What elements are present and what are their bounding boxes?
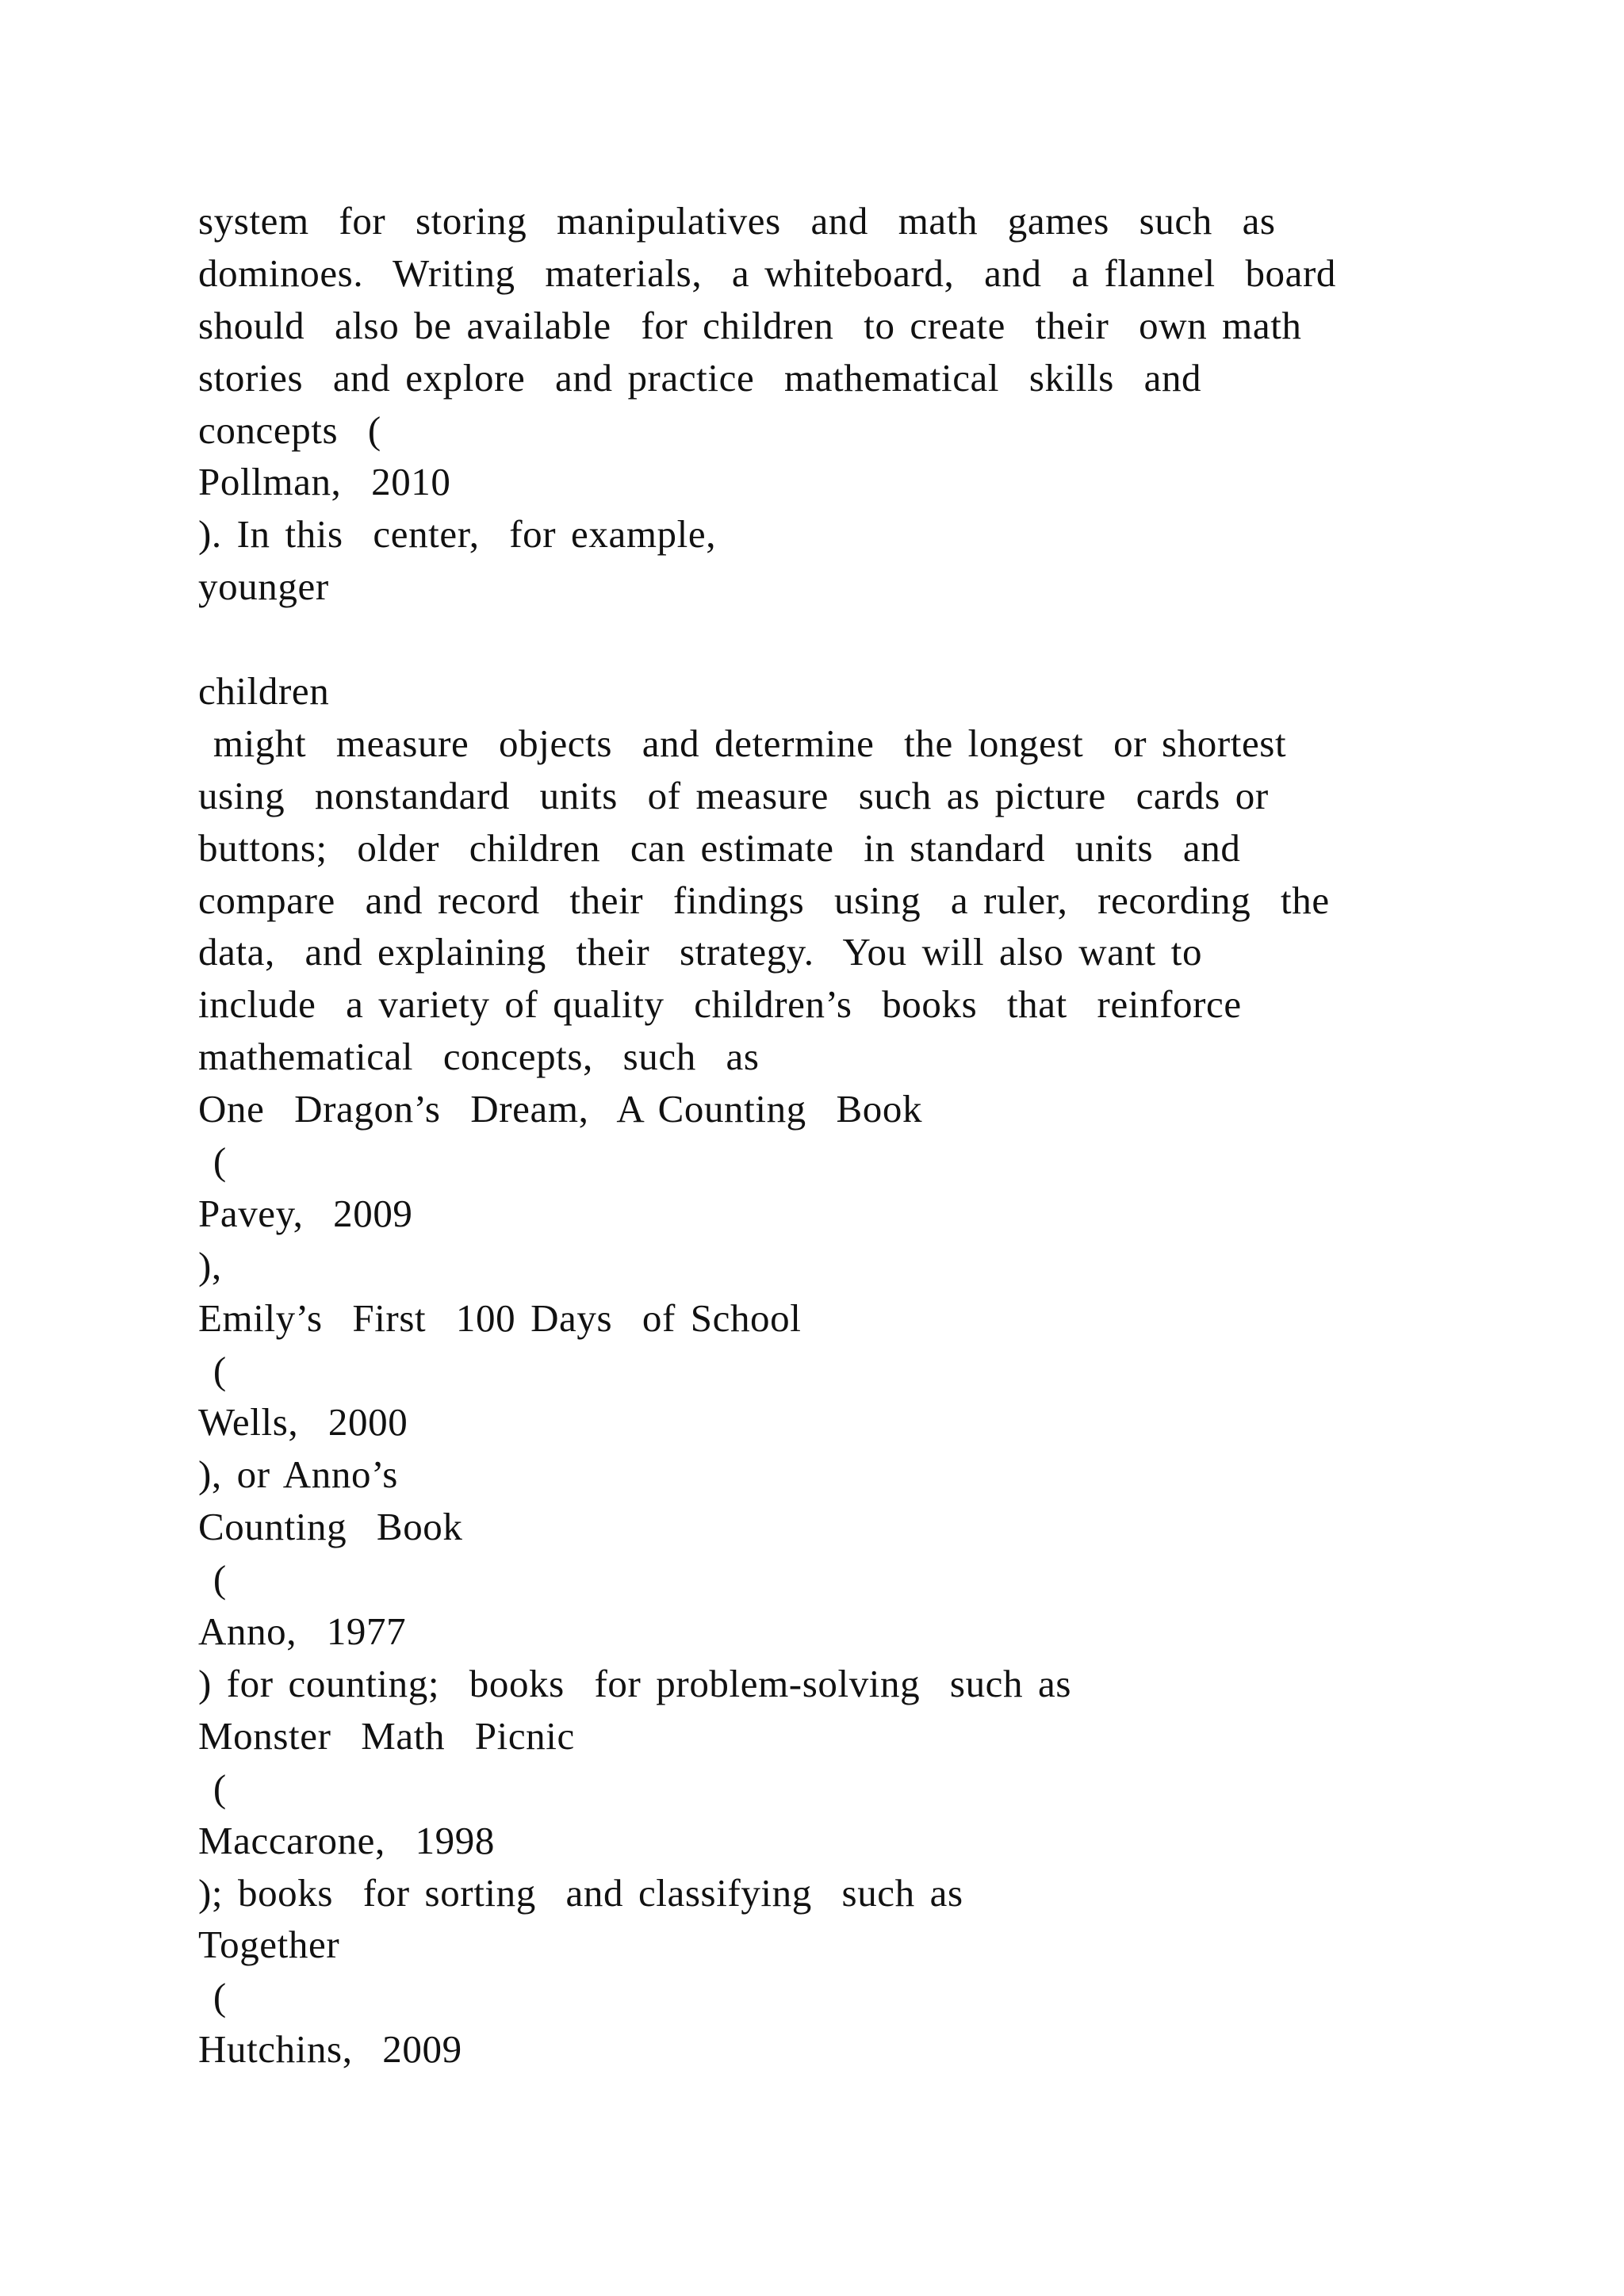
text-line <box>198 613 1435 665</box>
text-line: children <box>198 669 330 714</box>
citation-line: Pavey, 2009 <box>198 1191 413 1235</box>
text-line: compare and record their findings using a ruler, recording the <box>198 878 1330 922</box>
citation-line: Anno, 1977 <box>198 1609 407 1654</box>
text-line: data, and explaining their strategy. You will also want to <box>198 930 1203 974</box>
text-line: ); books for sorting and classifying such as <box>198 1870 963 1915</box>
book-title-line: One Dragon’s Dream, A Counting Book <box>198 1087 923 1131</box>
book-title-line: Counting Book <box>198 1505 463 1549</box>
text-line: include a variety of quality children’s books that reinforce <box>198 982 1242 1027</box>
text-line: ), <box>198 1243 222 1288</box>
text-line: should also be available for children to create their own math <box>198 303 1302 347</box>
text-line: concepts ( <box>198 408 381 452</box>
text-line: ( <box>198 1348 227 1392</box>
citation-line: Hutchins, 2009 <box>198 2027 462 2072</box>
text-line: stories and explore and practice mathematical skills and <box>198 355 1202 400</box>
text-line: ( <box>198 1766 227 1810</box>
book-title-line: Monster Math Picnic <box>198 1713 575 1758</box>
text-line: ( <box>198 1557 227 1601</box>
body-text <box>198 195 1435 2076</box>
text-line: ( <box>198 1139 227 1184</box>
text-line: ) for counting; books for problem-solving such as <box>198 1661 1071 1705</box>
text-line: Pollman, 2010 <box>198 460 451 504</box>
book-title-line: Emily’s First 100 Days of School <box>198 1295 802 1340</box>
text-line: using nonstandard units of measure such as picture cards or <box>198 773 1269 817</box>
text-line: system for storing manipulatives and math games such as <box>198 199 1276 243</box>
text-line: younger <box>198 564 329 609</box>
text-line: buttons; older children can estimate in standard units and <box>198 825 1241 870</box>
text-line: might measure objects and determine the longest or shortest <box>198 721 1287 765</box>
text-line: mathematical concepts, such as <box>198 1035 760 1079</box>
text-line: ( <box>198 1975 227 2019</box>
text-line: dominoes. Writing materials, a whiteboard, and a flannel board <box>198 251 1337 295</box>
text-line: ), or Anno’s <box>198 1452 398 1497</box>
book-title-line: Together <box>198 1923 340 1967</box>
text-line: ). In this center, for example, <box>198 512 717 557</box>
citation-line: Wells, 2000 <box>198 1400 408 1445</box>
citation-line: Maccarone, 1998 <box>198 1818 495 1862</box>
